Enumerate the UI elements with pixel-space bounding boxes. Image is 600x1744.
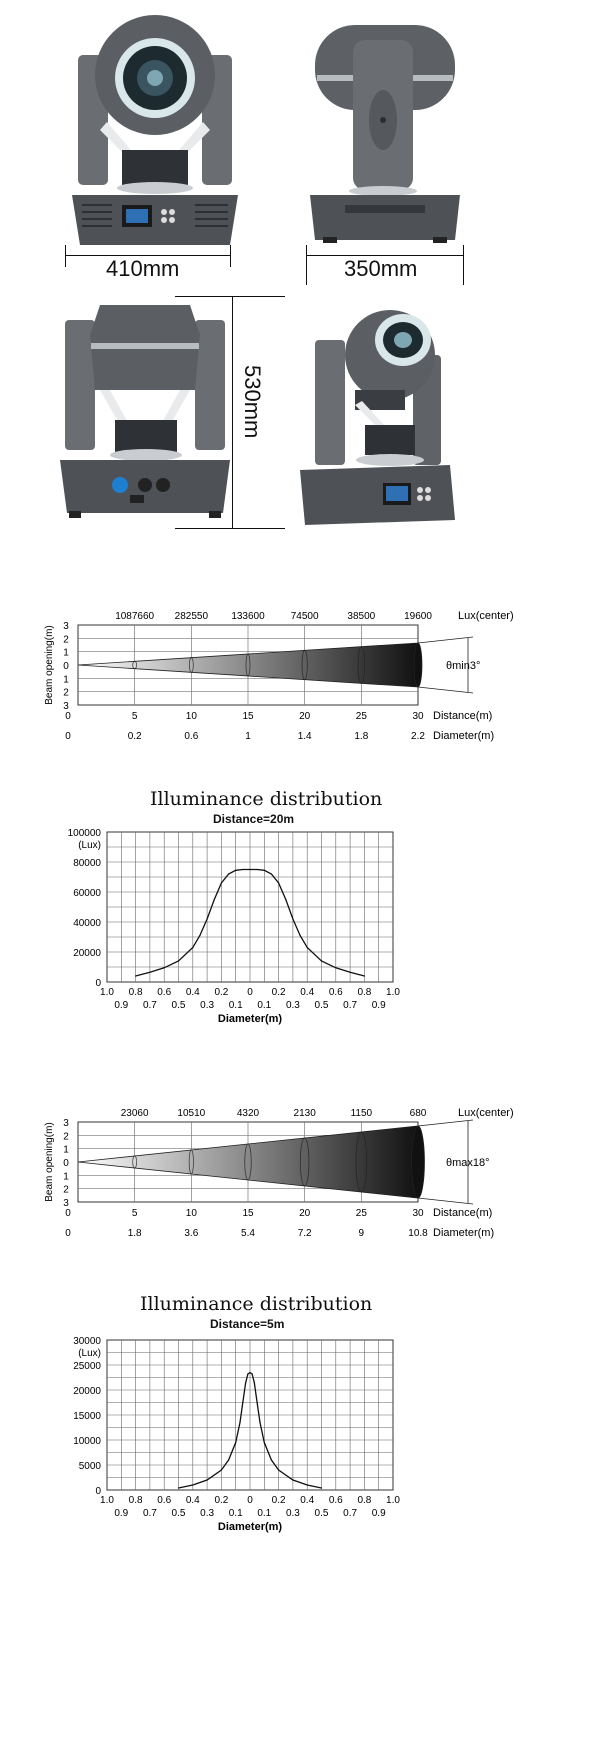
illuminance-point <box>335 967 336 968</box>
illuminance-chart-1-subtitle: Distance=20m <box>213 812 295 826</box>
lux-x-tick-top: 0.2 <box>271 1495 286 1506</box>
illuminance-point <box>285 899 286 900</box>
lux-x-tick-bottom: 0.7 <box>343 1000 358 1011</box>
lux-x-tick-bottom: 0.1 <box>257 1508 272 1519</box>
illuminance-chart-5m <box>0 1330 600 1560</box>
diameter-tick: 0.6 <box>184 731 199 742</box>
distance-label: Distance(m) <box>433 1207 493 1219</box>
distance-tick: 10 <box>185 711 197 722</box>
illuminance-point <box>249 869 250 870</box>
illuminance-point <box>271 873 272 874</box>
width-dimension-label: 410mm <box>106 256 180 281</box>
height-dim-tick-top <box>175 296 285 297</box>
diameter-tick: 1.8 <box>354 731 369 742</box>
illuminance-point <box>264 870 265 871</box>
beam-chart-narrow <box>0 595 600 760</box>
illuminance-point <box>228 873 229 874</box>
lux-x-tick-top: 0.4 <box>185 1495 200 1506</box>
diameter-tick: 3.6 <box>184 1228 199 1239</box>
beam-y-tick: 1 <box>63 647 69 659</box>
lux-center-value: 282550 <box>174 611 209 622</box>
lux-x-tick-bottom: 0.5 <box>171 1508 186 1519</box>
distance-origin: 0 <box>65 711 71 722</box>
beam-y-tick: 3 <box>63 1118 69 1129</box>
lux-y-tick: 0 <box>95 978 101 989</box>
lux-x-tick-bottom: 0.9 <box>114 1508 129 1519</box>
beam-y-tick: 3 <box>63 1198 69 1209</box>
illuminance-point <box>252 1373 253 1374</box>
beam-y-label: Beam opening(m) <box>44 625 55 705</box>
distance-tick: 30 <box>412 1208 424 1219</box>
lux-x-tick-bottom: 0.7 <box>142 1000 157 1011</box>
lux-x-tick-bottom: 0.3 <box>200 1000 215 1011</box>
lux-x-tick-bottom: 0.1 <box>257 1000 272 1011</box>
lux-x-tick-top: 0.8 <box>128 1495 143 1506</box>
lux-x-tick-bottom: 0.9 <box>114 1000 129 1011</box>
lux-x-tick-top: 0.2 <box>271 987 286 998</box>
product-photos <box>0 0 600 590</box>
distance-tick: 15 <box>242 1208 254 1219</box>
depth-dim-tick-left <box>306 245 307 285</box>
illuminance-point <box>264 1442 265 1443</box>
illuminance-point <box>278 882 279 883</box>
diameter-tick: 10.8 <box>408 1228 428 1239</box>
lux-x-tick-bottom: 0.3 <box>285 1508 300 1519</box>
lux-x-tick-bottom: 0.9 <box>371 1508 386 1519</box>
beam-angle-line-top <box>418 1120 473 1126</box>
distance-origin: 0 <box>65 1208 71 1219</box>
beam-angle-label: θmax18° <box>446 1157 490 1169</box>
lux-x-tick-top: 0 <box>247 1495 253 1506</box>
lux-x-tick-top: 0.4 <box>300 1495 315 1506</box>
beam-section-ellipse <box>412 1126 425 1198</box>
diameter-tick: 1.8 <box>127 1228 142 1239</box>
diameter-label: Diameter(m) <box>433 730 495 742</box>
illuminance-point <box>214 899 215 900</box>
height-dimension-label: 530mm <box>240 365 265 439</box>
lux-x-tick-top: 0.4 <box>185 987 200 998</box>
illuminance-point <box>207 918 208 919</box>
lux-x-tick-top: 0.2 <box>214 987 229 998</box>
lux-center-value: 4320 <box>236 1108 260 1119</box>
lux-center-value: 38500 <box>347 611 376 622</box>
illuminance-point <box>350 972 351 973</box>
beam-y-tick: 1 <box>63 674 69 686</box>
illuminance-point <box>247 1373 248 1374</box>
beam-y-tick: 2 <box>63 687 69 699</box>
beam-angle-line-top <box>418 637 473 643</box>
lux-x-tick-top: 0.6 <box>157 987 172 998</box>
illuminance-point <box>299 935 300 936</box>
diameter-tick: 0 <box>65 1228 71 1239</box>
lux-x-tick-top: 0 <box>247 987 253 998</box>
illuminance-point <box>278 1469 279 1470</box>
illuminance-point <box>307 1484 308 1485</box>
lux-center-value: 133600 <box>231 611 265 622</box>
illuminance-point <box>364 975 365 976</box>
moving-head-angled-view-icon <box>295 295 465 535</box>
lux-y-tick: 100000 <box>67 828 101 839</box>
illuminance-point <box>192 947 193 948</box>
lux-x-tick-top: 0.6 <box>157 1495 172 1506</box>
lux-center-value: 1150 <box>350 1108 373 1119</box>
lux-center-label: Lux(center) <box>458 610 514 622</box>
lux-x-tick-bottom: 0.5 <box>171 1000 186 1011</box>
lux-y-tick: 5000 <box>78 1461 101 1472</box>
illuminance-point <box>178 960 179 961</box>
lux-x-tick-bottom: 0.3 <box>200 1508 215 1519</box>
illuminance-point <box>192 1484 193 1485</box>
lux-center-value: 19600 <box>404 611 432 622</box>
lux-x-tick-top: 0.6 <box>328 987 343 998</box>
diameter-tick: 0.2 <box>127 731 142 742</box>
beam-y-tick: 0 <box>63 661 69 672</box>
depth-dimension-label: 350mm <box>344 256 418 281</box>
width-dim-tick-right <box>230 245 231 267</box>
lux-y-unit: (Lux) <box>78 1348 101 1359</box>
moving-head-front-view-icon <box>60 10 250 250</box>
illuminance-point <box>235 870 236 871</box>
height-dimension-line <box>232 296 233 528</box>
illuminance-point <box>178 1487 179 1488</box>
illuminance-point <box>254 1382 255 1383</box>
illuminance-point <box>321 960 322 961</box>
lux-center-value: 74500 <box>290 611 319 622</box>
depth-dim-tick-right <box>463 245 464 285</box>
diameter-label: Diameter(m) <box>433 1227 495 1239</box>
diameter-tick: 0 <box>65 731 71 742</box>
illuminance-point <box>135 975 136 976</box>
illuminance-point <box>292 918 293 919</box>
illuminance-point <box>221 1469 222 1470</box>
distance-tick: 10 <box>185 1208 197 1219</box>
illuminance-point <box>292 1479 293 1480</box>
lux-center-label: Lux(center) <box>458 1107 514 1119</box>
lux-x-label: Diameter(m) <box>217 1521 283 1533</box>
lux-x-tick-top: 0.4 <box>300 987 315 998</box>
lux-x-tick-top: 0.2 <box>214 1495 229 1506</box>
diameter-tick: 1 <box>245 731 251 742</box>
illuminance-point <box>242 869 243 870</box>
lux-x-tick-top: 0.8 <box>357 1495 372 1506</box>
width-dim-tick-left <box>65 245 66 267</box>
beam-y-tick: 2 <box>63 1131 69 1143</box>
beam-angle-line-bottom <box>418 687 473 693</box>
illuminance-chart-2-title: Illuminance distribution <box>140 1293 373 1315</box>
height-dim-tick-bottom <box>175 528 285 529</box>
distance-tick: 25 <box>355 1208 367 1219</box>
lux-center-value: 680 <box>409 1108 427 1119</box>
beam-section-ellipse <box>414 643 422 687</box>
beam-y-tick: 3 <box>63 621 69 632</box>
diameter-tick: 5.4 <box>241 1228 255 1239</box>
illuminance-point <box>245 1382 246 1383</box>
beam-angle-line-bottom <box>418 1198 473 1204</box>
illuminance-point <box>207 1479 208 1480</box>
beam-y-tick: 0 <box>63 1158 69 1169</box>
illuminance-chart-20m <box>0 825 600 1035</box>
distance-tick: 15 <box>242 711 254 722</box>
lux-y-tick: 15000 <box>73 1411 101 1422</box>
lux-center-value: 23060 <box>120 1108 149 1119</box>
lux-y-tick: 25000 <box>73 1361 101 1372</box>
distance-tick: 5 <box>131 1208 138 1219</box>
lux-x-tick-top: 1.0 <box>386 987 400 998</box>
lux-y-tick: 0 <box>95 1486 101 1497</box>
illuminance-point <box>242 1402 243 1403</box>
beam-y-tick: 2 <box>63 1184 69 1196</box>
beam-y-label: Beam opening(m) <box>44 1122 55 1202</box>
illuminance-chart-2-subtitle: Distance=5m <box>210 1317 285 1331</box>
beam-y-tick: 2 <box>63 634 69 646</box>
illuminance-point <box>235 1442 236 1443</box>
lux-center-value: 1087660 <box>115 611 155 622</box>
lux-x-tick-bottom: 0.7 <box>343 1508 358 1519</box>
illuminance-point <box>321 1487 322 1488</box>
beam-angle-label: θmin3° <box>446 660 481 672</box>
lux-x-tick-top: 0.8 <box>357 987 372 998</box>
lux-y-tick: 80000 <box>73 858 101 869</box>
lux-x-tick-top: 1.0 <box>100 987 114 998</box>
lux-y-tick: 30000 <box>73 1336 101 1347</box>
illuminance-point <box>221 882 222 883</box>
distance-tick: 30 <box>412 711 424 722</box>
beam-y-tick: 1 <box>63 1171 69 1183</box>
lux-x-tick-top: 0.8 <box>128 987 143 998</box>
lux-y-unit: (Lux) <box>78 840 101 851</box>
lux-x-tick-top: 1.0 <box>100 1495 114 1506</box>
lux-x-tick-top: 0.6 <box>328 1495 343 1506</box>
lux-x-tick-bottom: 0.5 <box>314 1000 329 1011</box>
illuminance-point <box>257 869 258 870</box>
illuminance-point <box>199 935 200 936</box>
distance-tick: 5 <box>131 711 138 722</box>
beam-y-tick: 3 <box>63 701 69 712</box>
diameter-tick: 2.2 <box>411 731 425 742</box>
beam-y-tick: 1 <box>63 1144 69 1156</box>
lux-y-tick: 10000 <box>73 1436 101 1447</box>
illuminance-point <box>271 1459 272 1460</box>
distance-tick: 20 <box>299 1208 311 1219</box>
lux-y-tick: 20000 <box>73 1386 101 1397</box>
lux-center-value: 10510 <box>177 1108 206 1119</box>
moving-head-back-view-icon <box>55 295 235 525</box>
illuminance-point <box>307 947 308 948</box>
moving-head-side-view-icon <box>305 15 465 245</box>
lux-y-tick: 40000 <box>73 918 101 929</box>
diameter-tick: 1.4 <box>297 731 312 742</box>
distance-tick: 20 <box>299 711 311 722</box>
illuminance-point <box>249 1372 250 1373</box>
lux-x-tick-bottom: 0.1 <box>228 1000 243 1011</box>
illuminance-chart-1-title: Illuminance distribution <box>150 788 383 810</box>
illuminance-point <box>239 1422 240 1423</box>
illuminance-point <box>257 1402 258 1403</box>
distance-label: Distance(m) <box>433 710 493 722</box>
illuminance-point <box>164 967 165 968</box>
lux-x-tick-bottom: 0.5 <box>314 1508 329 1519</box>
distance-tick: 25 <box>355 711 367 722</box>
lux-x-tick-bottom: 0.9 <box>371 1000 386 1011</box>
lux-x-tick-bottom: 0.1 <box>228 1508 243 1519</box>
lux-x-tick-bottom: 0.7 <box>142 1508 157 1519</box>
lux-x-tick-bottom: 0.3 <box>285 1000 300 1011</box>
illuminance-point <box>228 1459 229 1460</box>
beam-chart-wide <box>0 1092 600 1257</box>
lux-y-tick: 20000 <box>73 948 101 959</box>
illuminance-point <box>149 972 150 973</box>
lux-center-value: 2130 <box>293 1108 316 1119</box>
diameter-tick: 7.2 <box>297 1228 312 1239</box>
lux-y-tick: 60000 <box>73 888 101 899</box>
illuminance-point <box>259 1422 260 1423</box>
lux-x-tick-top: 1.0 <box>386 1495 400 1506</box>
lux-x-label: Diameter(m) <box>217 1013 283 1025</box>
diameter-tick: 9 <box>358 1228 365 1239</box>
